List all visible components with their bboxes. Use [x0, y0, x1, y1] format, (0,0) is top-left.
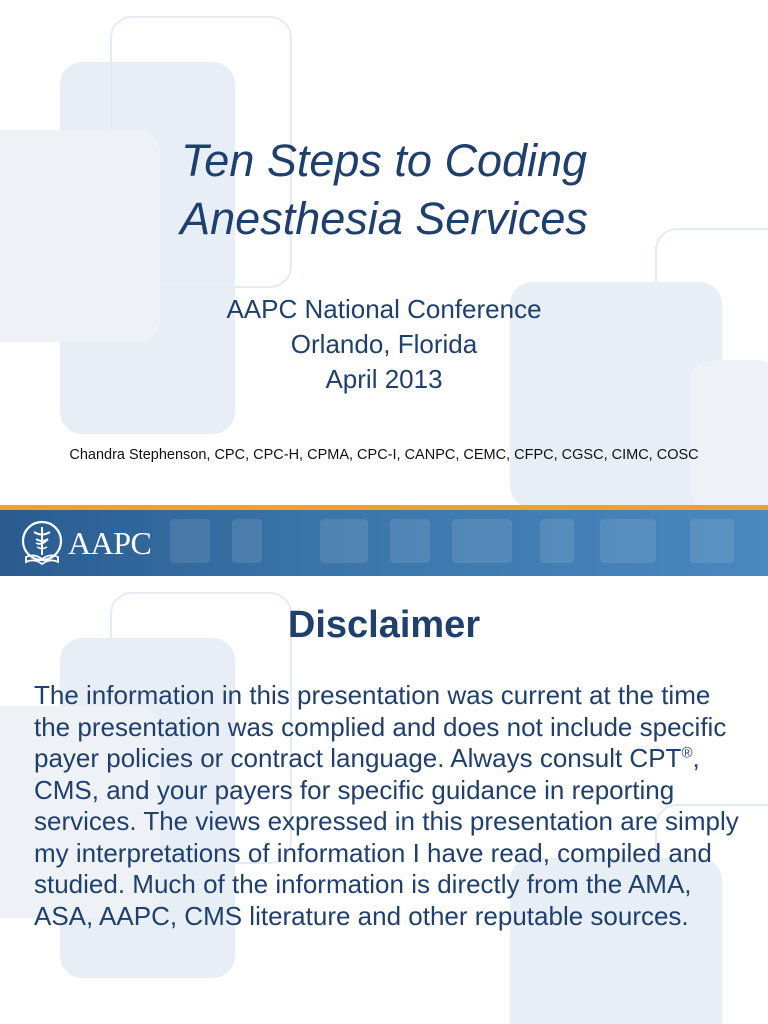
- band-tile: [170, 519, 210, 563]
- logo-text: AAPC: [68, 524, 152, 561]
- band-tile: [690, 519, 734, 563]
- band-tile: [540, 519, 574, 563]
- caduceus-book-icon: [20, 519, 64, 567]
- disclaimer-text-part-2: , CMS, and your payers for specific guidance in reporting services. The views expressed in this presentation are simply my interpretations of information I have read, compiled and studied. Much of the information is directly from the AMA, ASA, AAPC, CMS literature and other reputable sources.: [34, 743, 739, 931]
- registered-mark: ®: [681, 744, 693, 762]
- aapc-logo: [20, 515, 151, 571]
- author-credentials: Chandra Stephenson, CPC, CPC-H, CPMA, CPC-I, CANPC, CEMC, CFPC, CGSC, CIMC, COSC: [69, 447, 699, 463]
- disclaimer-slide: [0, 576, 768, 1024]
- band-tile: [232, 519, 262, 563]
- band-tile: [600, 519, 656, 563]
- event-subtitle: [0, 292, 768, 397]
- event-date: April 2013: [325, 364, 443, 394]
- event-name: AAPC National Conference: [226, 294, 542, 324]
- title-line-1: Ten Steps to Coding: [180, 135, 588, 186]
- band-tile: [390, 519, 430, 563]
- title-line-2: Anesthesia Services: [180, 193, 588, 244]
- band-tile: [320, 519, 368, 563]
- disclaimer-title: Disclaimer: [287, 604, 481, 646]
- disclaimer-text-part-1: The information in this presentation was current at the time the presentation was complied and does not include specific payer policies or contract language. Always consult CPT: [34, 680, 727, 773]
- band-tile: [452, 519, 512, 563]
- event-location: Orlando, Florida: [290, 329, 478, 359]
- disclaimer-text: [34, 680, 744, 932]
- presentation-title: [0, 132, 768, 248]
